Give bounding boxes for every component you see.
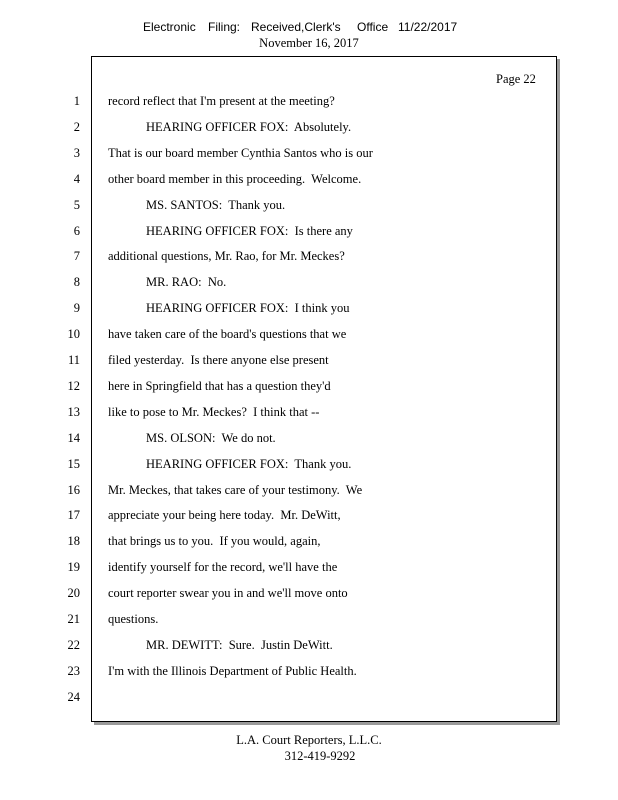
line-text: HEARING OFFICER FOX: Thank you.	[146, 457, 352, 471]
line-text: that brings us to you. If you would, again,	[108, 534, 321, 548]
line-number: 16	[67, 483, 80, 497]
line-text: HEARING OFFICER FOX: Is there any	[146, 224, 353, 238]
stamp-word-date: 11/22/2017	[398, 20, 458, 34]
line-text: HEARING OFFICER FOX: Absolutely.	[146, 120, 352, 134]
line-number: 14	[67, 431, 80, 445]
line-number: 18	[67, 534, 80, 548]
line-number: 1	[73, 94, 80, 108]
line-text: MR. DEWITT: Sure. Justin DeWitt.	[146, 638, 333, 652]
line-number: 9	[73, 301, 80, 315]
line-number: 23	[67, 664, 80, 678]
line-number: 5	[73, 198, 80, 212]
line-text: here in Springfield that has a question they'd	[108, 379, 331, 393]
line-number: 8	[73, 275, 80, 289]
stamp-word-electronic: Electronic	[143, 20, 196, 34]
transcript-date: November 16, 2017	[259, 36, 359, 50]
line-number: 2	[73, 120, 80, 134]
line-text: filed yesterday. Is there anyone else present	[108, 353, 329, 367]
line-number: 22	[67, 638, 80, 652]
line-number: 7	[73, 249, 80, 263]
stamp-word-filing: Filing:	[208, 20, 241, 34]
line-number: 6	[73, 224, 80, 238]
line-number: 12	[67, 379, 80, 393]
line-text: have taken care of the board's questions that we	[108, 327, 347, 341]
line-text: That is our board member Cynthia Santos who is our	[108, 146, 373, 160]
line-text: record reflect that I'm present at the meeting?	[108, 94, 335, 108]
line-number: 19	[67, 560, 80, 574]
stamp-word-received: Received,Clerk's	[251, 20, 341, 34]
line-text: appreciate your being here today. Mr. DeWitt,	[108, 508, 341, 522]
line-text: I'm with the Illinois Department of Public Health.	[108, 664, 357, 678]
footer-company: L.A. Court Reporters, L.L.C.	[236, 733, 382, 747]
line-number: 17	[67, 508, 80, 522]
line-number: 13	[67, 405, 80, 419]
line-text: court reporter swear you in and we'll move onto	[108, 586, 348, 600]
stamp-word-office: Office	[357, 20, 389, 34]
footer-phone: 312-419-9292	[284, 749, 356, 763]
line-text: MR. RAO: No.	[146, 275, 227, 289]
line-text: identify yourself for the record, we'll have the	[108, 560, 338, 574]
line-number: 11	[67, 353, 80, 367]
page-number: Page 22	[496, 72, 536, 86]
line-number: 10	[67, 327, 80, 341]
line-text: Mr. Meckes, that takes care of your testimony. We	[108, 483, 363, 497]
line-number: 21	[67, 612, 80, 626]
line-text: MS. OLSON: We do not.	[146, 431, 276, 445]
line-text: additional questions, Mr. Rao, for Mr. Meckes?	[108, 249, 345, 263]
line-text: MS. SANTOS: Thank you.	[146, 198, 286, 212]
line-number: 3	[73, 146, 80, 160]
line-number: 24	[67, 690, 80, 704]
line-number: 20	[67, 586, 80, 600]
line-number: 4	[73, 172, 80, 186]
line-text: like to pose to Mr. Meckes? I think that --	[108, 405, 320, 419]
line-text: questions.	[108, 612, 159, 626]
line-text: other board member in this proceeding. Welcome.	[108, 172, 362, 186]
line-text: HEARING OFFICER FOX: I think you	[146, 301, 350, 315]
line-number: 15	[67, 457, 80, 471]
